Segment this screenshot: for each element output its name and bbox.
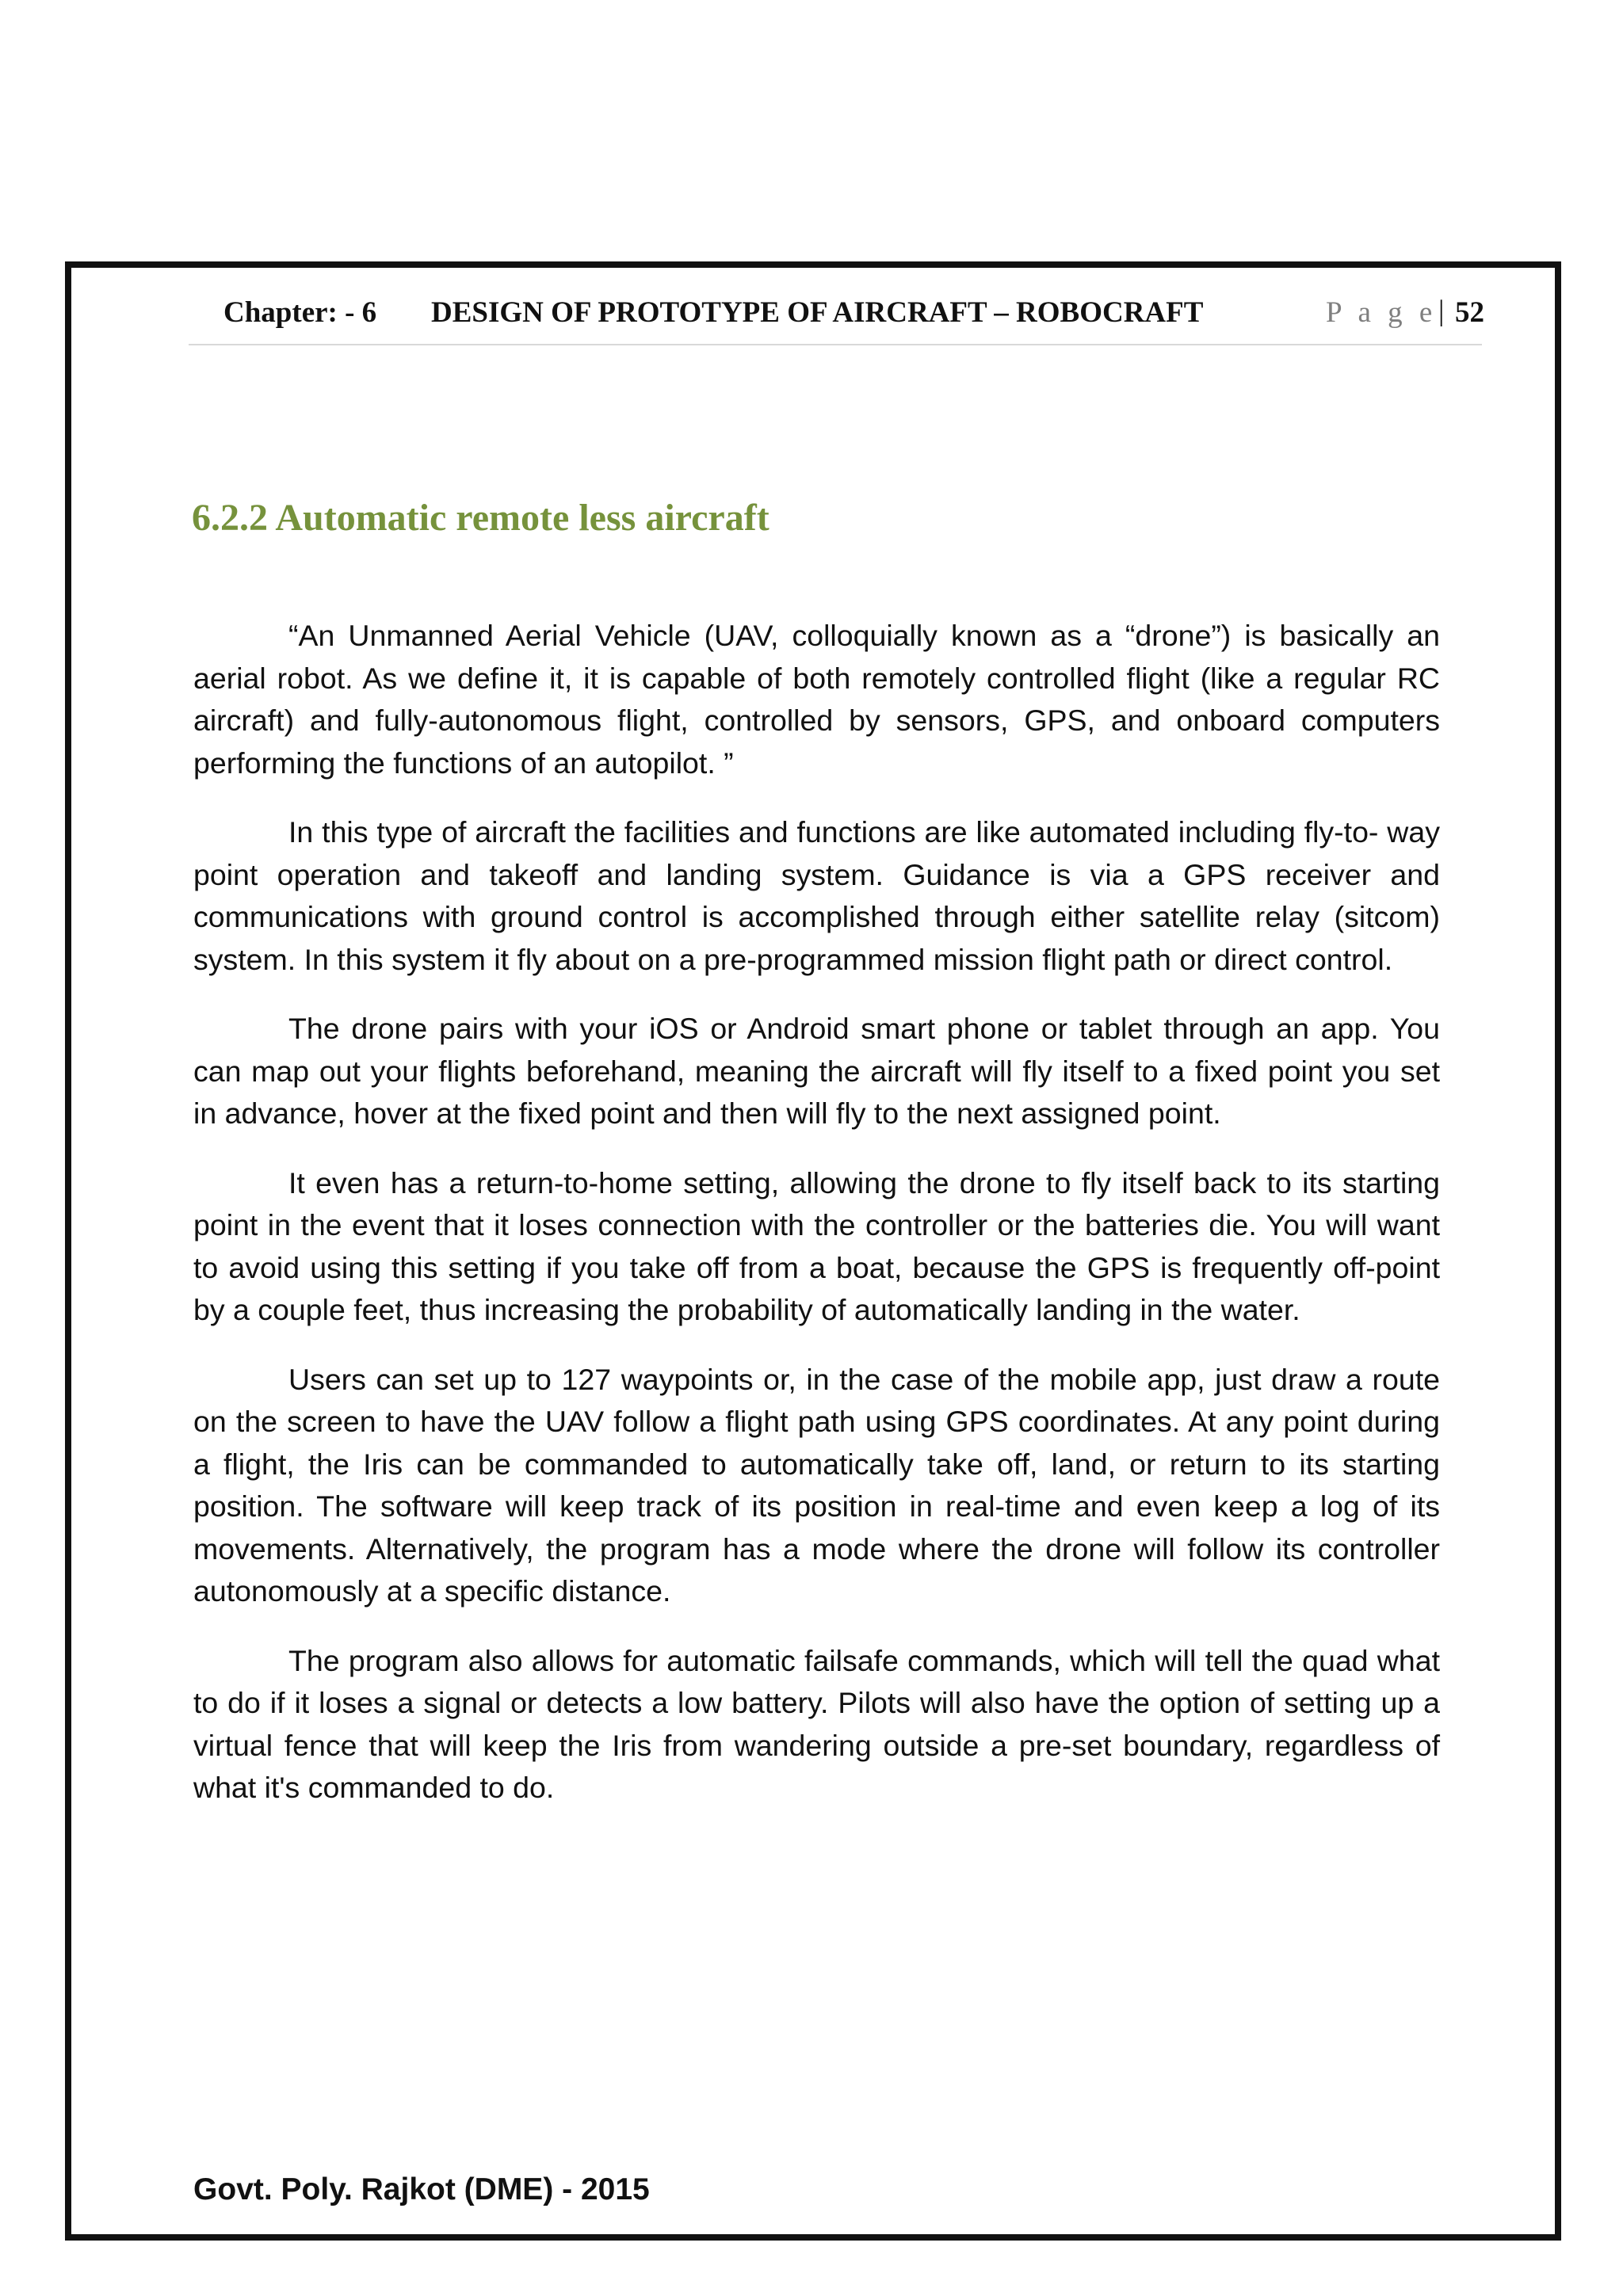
page-separator: | bbox=[1438, 295, 1445, 327]
page-footer: Govt. Poly. Rajkot (DME) - 2015 bbox=[193, 2172, 650, 2206]
paragraph: The program also allows for automatic failsafe commands, which will tell the quad what to do if it loses a signal or detects a low battery. Pilots will also have the option of setting up a virtual fence that will keep the Iris from wandering outside a pre-set boundary, regardless of what it's commanded to do. bbox=[193, 1643, 1440, 1804]
section-heading: 6.2.2 Automatic remote less aircraft bbox=[192, 497, 769, 539]
paragraph: In this type of aircraft the facilities and functions are like automated including fly-to- way point operation and takeoff and landing system. Guidance is via a GPS receiver and communications with ground control is accomplished through either satellite relay (sitcom) system. In this system it fly about on a pre-programmed mission flight path or direct control. bbox=[193, 815, 1440, 976]
chapter-title: DESIGN OF PROTOTYPE OF AIRCRAFT – ROBOCRAFT bbox=[431, 296, 1204, 329]
paragraph: “An Unmanned Aerial Vehicle (UAV, colloquially known as a “drone”) is basically an aerial robot. As we define it, it is capable of both remotely controlled flight (like a regular RC aircraft) and fully-autonomous flight, controlled by sensors, GPS, and onboard computers performing the functions of an autopilot. ” bbox=[193, 619, 1440, 780]
paragraph: Users can set up to 127 waypoints or, in the case of the mobile app, just draw a route on the screen to have the UAV follow a flight path using GPS coordinates. At any point during a flight, the Iris can be commanded to automatically take off, land, or return to its starting position. The software will keep track of its position in real-time and even keep a log of its movements. Alternatively, the program has a mode where the drone will follow its controller autonomously at a specific distance. bbox=[193, 1362, 1440, 1608]
page-number: 52 bbox=[1455, 296, 1484, 329]
paragraph: The drone pairs with your iOS or Android smart phone or tablet through an app. You can map out your flights beforehand, meaning the aircraft will fly itself to a fixed point you set in advance, hover at the fixed point and then will fly to the next assigned point. bbox=[193, 1012, 1440, 1130]
paragraph: It even has a return-to-home setting, allowing the drone to fly itself back to its starting point in the event that it loses connection with the controller or the batteries die. You will want to avoid using this setting if you take off from a boat, because the GPS is frequently off-point by a couple feet, thus increasing the probability of automatically landing in the water. bbox=[193, 1165, 1440, 1326]
page-label: P a g e bbox=[1326, 296, 1438, 329]
body-text bbox=[193, 615, 1440, 1836]
chapter-label: Chapter: - 6 bbox=[223, 296, 377, 329]
page-header bbox=[189, 292, 1482, 345]
